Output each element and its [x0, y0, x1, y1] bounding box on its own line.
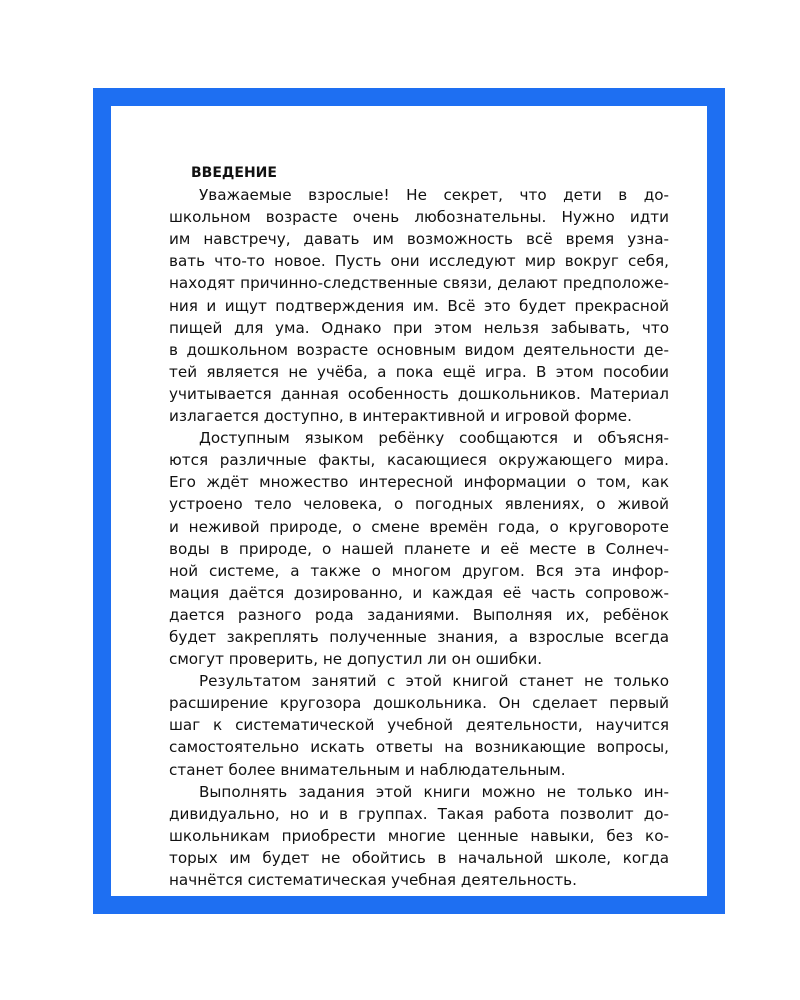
text-line: ния и ищут подтверждения им. Всё это будет прекрасной: [169, 296, 669, 315]
text-line: станет более внимательным и наблюдательным.: [169, 760, 566, 779]
paragraphs: [169, 184, 669, 891]
text-column: [169, 162, 669, 891]
paragraph: [169, 781, 669, 891]
text-line: находят причинно-следственные связи, делают предположе-: [169, 274, 669, 293]
text-line: школьникам приобрести многие ценные навыки, без ко-: [169, 826, 669, 845]
text-line: дается разного рода заданиями. Выполняя их, ребёнок: [169, 605, 669, 624]
text-line: пищей для ума. Однако при этом нельзя забывать, что: [169, 318, 669, 337]
text-line: торых им будет не обойтись в начальной школе, когда: [169, 848, 669, 867]
text-line: школьном возрасте очень любознательны. Нужно идти: [169, 208, 669, 227]
text-line: в дошкольном возрасте основным видом деятельности де-: [169, 340, 669, 359]
text-line: Уважаемые взрослые! Не секрет, что дети в до-: [199, 186, 669, 205]
text-line: тей является не учёба, а пока ещё игра. В этом пособии: [169, 362, 669, 381]
text-line: Доступным языком ребёнку сообщаются и объясня-: [199, 429, 669, 448]
text-line: шаг к систематической учебной деятельности, научится: [169, 716, 669, 735]
text-line: мация даётся дозированно, и каждая её часть сопровож-: [169, 583, 669, 602]
text-line: ной системе, а также о многом другом. Вся эта инфор-: [169, 561, 669, 580]
text-line: смогут проверить, не допустил ли он ошибки.: [169, 650, 543, 669]
text-line: излагается доступно, в интерактивной и игровой форме.: [169, 407, 632, 426]
text-line: Результатом занятий с этой книгой станет не только: [199, 672, 669, 691]
text-line: будет закреплять полученные знания, а взрослые всегда: [169, 627, 669, 646]
text-line: ются различные факты, касающиеся окружающего мира.: [169, 451, 669, 470]
paragraph: [169, 670, 669, 780]
text-line: расширение кругозора дошкольника. Он сделает первый: [169, 694, 669, 713]
text-line: учитывается данная особенность дошкольников. Материал: [169, 384, 669, 403]
page-frame: [93, 88, 725, 914]
text-line: устроено тело человека, о погодных явлениях, о живой: [169, 495, 669, 514]
text-line: самостоятельно искать ответы на возникающие вопросы,: [169, 738, 669, 757]
paragraph: [169, 184, 669, 427]
section-heading: ВВЕДЕНИЕ: [191, 165, 277, 181]
text-line: Выполнять задания этой книги можно не только ин-: [199, 782, 669, 801]
text-line: воды в природе, о нашей планете и её месте в Солнеч-: [169, 539, 669, 558]
paragraph: [169, 427, 669, 670]
text-line: Его ждёт множество интересной информации о том, как: [169, 473, 669, 492]
text-line: им навстречу, давать им возможность всё время узна-: [169, 230, 669, 249]
text-line: дивидуально, но и в группах. Такая работа позволит до-: [169, 804, 669, 823]
text-line: вать что-то новое. Пусть они исследуют мир вокруг себя,: [169, 252, 669, 271]
text-line: начнётся систематическая учебная деятельность.: [169, 871, 577, 889]
text-line: и неживой природе, о смене времён года, о круговороте: [169, 517, 669, 536]
